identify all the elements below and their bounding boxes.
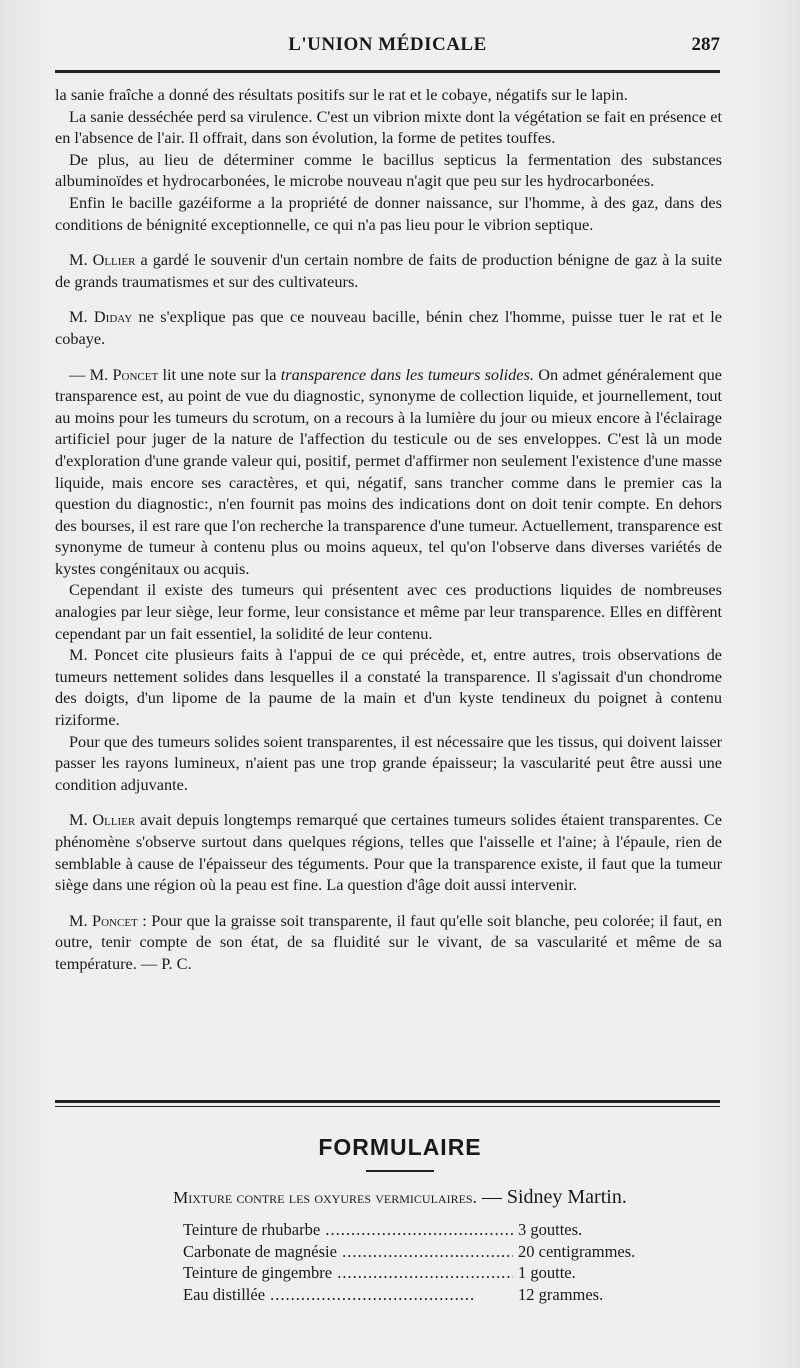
header-rule	[55, 70, 720, 73]
ingredient-dose: 3 gouttes.	[518, 1220, 583, 1239]
page-header	[55, 34, 720, 70]
paragraph-text: ne s'explique pas que ce nouveau bacille, bénin chez l'homme, puisse tuer le rat et le cobaye.	[55, 307, 722, 348]
recipe-author: — Sidney Martin.	[476, 1186, 627, 1208]
dash-lead: — M.	[69, 364, 113, 384]
paragraph-text: : Pour que la graisse soit transparente, il faut qu'elle soit blanche, peu colorée; il faut, en outre, tenir compte de son état, de sa fluidité sur le vivant, de sa vascularité et même de sa température. — P. C.	[55, 910, 722, 973]
ingredient-name: Carbonate de magnésie .....	[183, 1241, 513, 1263]
page-number: 287	[691, 34, 720, 55]
ingredient-list	[183, 1219, 683, 1305]
ingredient-name: Teinture de rhubarbe .....	[183, 1219, 513, 1241]
paragraph-text: avait depuis longtemps remarqué que certaines tumeurs solides étaient transparentes. Ce phénomène s'observe surtout dans quelques régions, telles que l'aisselle et l'aine; à l'épaule, rien de semblable à cause de l'épaisseur des téguments. Pour que la transparence existe, il faut que la tumeur siège dans une région où la peau est fine. La question d'âge doit aussi intervenir.	[55, 810, 722, 895]
paragraph: la sanie fraîche a donné des résultats positifs sur le rat et le cobaye, négatifs sur le lapin.	[55, 85, 628, 104]
paragraph-text: lit une note sur la	[158, 364, 281, 384]
paragraph	[55, 249, 722, 292]
article-body	[55, 84, 722, 975]
paragraph	[55, 306, 722, 349]
ingredient-dose: 20 centigrammes.	[518, 1241, 636, 1261]
paragraph: La sanie desséchée perd sa virulence. C'est un vibrion mixte dont la végétation se fait en présence et en l'absence de l'air. Il offrait, dans son évolution, la forme de petites touffes.	[55, 106, 722, 148]
heading-underline	[366, 1170, 434, 1172]
paragraph	[55, 364, 722, 580]
speaker-name: M. Poncet	[69, 910, 138, 930]
section-rule	[55, 1100, 720, 1103]
section-rule-thin	[55, 1106, 720, 1107]
ingredient-dose: 12 grammes.	[518, 1284, 604, 1304]
ingredient-row	[183, 1241, 683, 1263]
speaker-name: M. Ollier	[69, 250, 136, 270]
ingredient-row	[183, 1219, 683, 1241]
paragraph: Cependant il existe des tumeurs qui présentent avec ces productions liquides de nombreuses analogies par leur siège, leur forme, leur consistance et même par leur transparence. Elles en diffèrent cependant par un fait essentiel, la solidité de leur contenu.	[55, 580, 722, 643]
speaker-name: Poncet	[112, 364, 159, 384]
ingredient-name: Eau distillée .....	[183, 1284, 513, 1306]
note-title: transparence dans les tumeurs solides.	[280, 364, 534, 384]
section-heading: FORMULAIRE	[318, 1134, 482, 1160]
ingredient-dose: 1 goutte.	[518, 1263, 576, 1282]
running-title: L'UNION MÉDICALE	[288, 34, 487, 55]
paragraph	[55, 910, 722, 975]
paragraph: Enfin le bacille gazéiforme a la propriété de donner naissance, sur l'homme, à des gaz, dans des conditions de bénignité exceptionnelle, ce qui n'a pas lieu pour le vibrion septique.	[55, 192, 722, 234]
paragraph: Pour que des tumeurs solides soient transparentes, il est nécessaire que les tissus, qui doivent laisser passer les rayons lumineux, n'aient pas une trop grande épaisseur; la vascularité peut être aussi une condition adjuvante.	[55, 731, 722, 794]
ingredient-row	[183, 1284, 683, 1306]
paragraph: M. Poncet cite plusieurs faits à l'appui de ce qui précède, et, entre autres, trois observations de tumeurs nettement solides dans lesquelles il a constaté la transparence. Il s'agissait d'un chondrome des doigts, d'un lipome de la paume de la main et d'un kyste tendineux du poignet à contenu riziforme.	[55, 645, 722, 730]
speaker-name: M. Diday	[69, 307, 133, 327]
speaker-name: M. Ollier	[69, 810, 136, 830]
ingredient-name: Teinture de gingembre .....	[183, 1262, 513, 1284]
recipe-name: Mixture contre les oxyures vermiculaires.	[173, 1188, 477, 1207]
paragraph: De plus, au lieu de déterminer comme le bacillus septicus la fermentation des substances albuminoïdes et hydrocarbonées, le microbe nouveau n'agit que peu sur les hydrocarbonées.	[55, 149, 722, 191]
paragraph-text: a gardé le souvenir d'un certain nombre de faits de production bénigne de gaz à la suite de grands traumatismes et sur des cultivateurs.	[55, 250, 722, 291]
ingredient-row	[183, 1262, 683, 1284]
recipe-title	[0, 1186, 800, 1209]
paragraph-text: On admet généralement que transparence est, au point de vue du diagnostic, synonyme de collection liquide, et journellement, tout au moins pour les tumeurs du scrotum, on a recours à la lumière du jour ou mieux encore à l'éclairage artificiel pour juger de la nature de l'affection du testicule ou de ses enveloppes. C'est là un mode d'exploration d'une grande valeur qui, positif, permet d'affirmer non seulement l'existence d'une masse liquide, mais encore ses caractères, et qui, négatif, sans trancher comme dans le premier cas la question du diagnostic:, n'en fournit pas moins des indications dont on doit tenir compte. En dehors des bourses, il est rare que l'on recherche la transparence d'une tumeur. Actuellement, transparence est synonyme de tumeur à contenu plus ou moins aqueux, tel qu'on l'observe dans diverses variétés de kystes congénitaux ou acquis.	[55, 364, 722, 578]
paragraph	[55, 809, 722, 895]
